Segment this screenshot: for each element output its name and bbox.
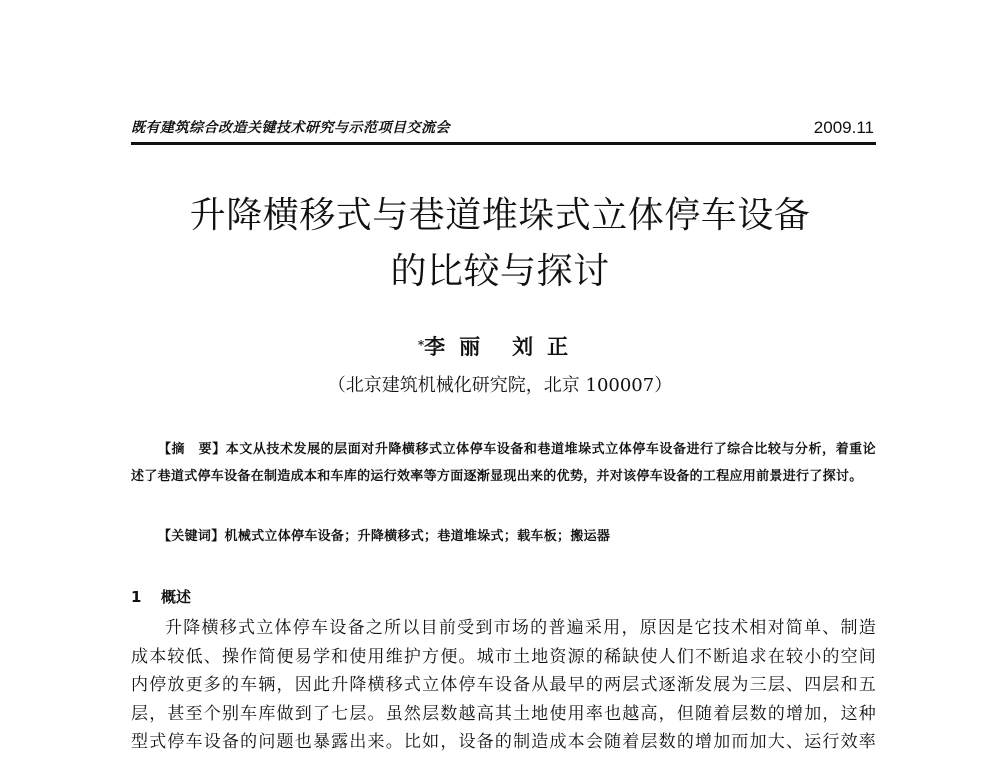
body-line: 型式停车设备的问题也暴露出来。比如，设备的制造成本会随着层数的增加而加大、运行效率 <box>131 732 876 752</box>
body-line: 层，甚至个别车库做到了七层。虽然层数越高其土地使用率也越高，但随着层数的增加，这种 <box>131 703 876 724</box>
keywords-label: 【关键词】 <box>158 529 225 544</box>
body-line: 升降横移式立体停车设备之所以目前受到市场的普遍采用，原因是它技术相对简单、制造 <box>165 618 876 638</box>
body-line: 成本较低、操作简便易学和使用维护方便。城市土地资源的稀缺使人们不断追求在较小的空间 <box>131 646 876 667</box>
paper-title-line-2: 的比较与探讨 <box>390 251 610 292</box>
paper-title-line-1: 升降横移式与巷道堆垛式立体停车设备 <box>189 195 811 236</box>
author-list <box>0 333 1000 361</box>
section-body <box>131 614 876 757</box>
issue-date: 2009.11 <box>813 118 874 137</box>
journal-name: 既有建筑综合改造关键技术研究与示范项目交流会 <box>131 120 450 136</box>
author-2: 刘正 <box>512 334 583 359</box>
body-line: 内停放更多的车辆，因此升降横移式立体停车设备从最早的两层式逐渐发展为三层、四层和五 <box>131 675 876 695</box>
section-number: 1 <box>131 588 142 606</box>
abstract <box>131 436 876 490</box>
author-1: 李丽 <box>424 334 495 359</box>
keywords <box>131 523 876 550</box>
running-header <box>131 118 874 142</box>
abstract-text: 本文从技术发展的层面对升降横移式立体停车设备和巷道堆垛式立体停车设备进行了综合比较与分析，着重论述了巷道式停车设备在制造成本和车库的运行效率等方面逐渐显现出来的优势，并对该停车设备的工程应用前景进行了探讨。 <box>131 442 876 484</box>
section-heading <box>131 585 191 609</box>
affiliation: （北京建筑机械化研究院，北京 100007） <box>327 375 673 396</box>
header-rule <box>131 142 876 145</box>
corresponding-author-marker: * <box>417 338 425 352</box>
keywords-text: 机械式立体停车设备；升降横移式；巷道堆垛式；载车板；搬运器 <box>224 529 611 544</box>
section-title: 概述 <box>161 588 192 606</box>
abstract-label: 【摘 要】 <box>158 442 226 457</box>
